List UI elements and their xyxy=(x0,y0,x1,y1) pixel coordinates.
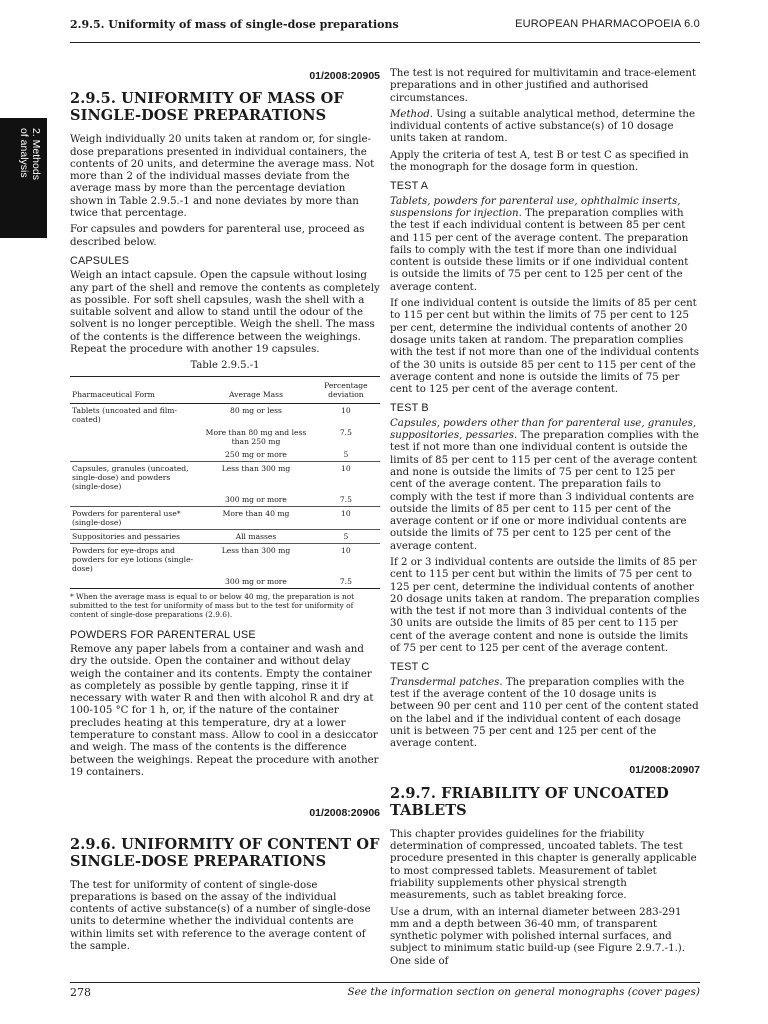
test-c-label: Transdermal patches xyxy=(390,676,500,688)
table-cell: 250 mg or more xyxy=(225,449,287,459)
method-label: Method xyxy=(390,108,430,120)
table-cell: Suppositories and pessaries xyxy=(70,529,200,543)
footer-note: See the information section on general monographs (cover pages) xyxy=(347,986,700,998)
table-caption: Table 2.9.5.-1 xyxy=(190,360,260,372)
paragraph: If 2 or 3 individual contents are outside the limits of 85 per cent to 115 per cent but within the limits of 75 per cent to 125 per cent, determine the individual contents of another 20 dosage units taken at random. The preparation complies with the test if not more than 3 individual contents of the 30 units are outside the limits of 85 per cent to 115 per cent of the average content and none is outside the limits of 75 per cent to 125 per cent of the average content. xyxy=(390,556,700,655)
table-cell: Powders for eye-drops and powders for eye lotions (single-dose) xyxy=(70,543,200,575)
test-a-text: . The preparation complies with the test if each individual content is between 85 per cent and 115 per cent of the average content. The preparation fails to comply with the test if more than one individual content is outside these limits or if one individual content is outside the limits of 75 per cent to 125 per cent of the average content. xyxy=(390,207,689,293)
table-cell: 10 xyxy=(312,506,380,529)
subheading-test-c: TEST C xyxy=(390,661,430,674)
table-cell: 300 mg or more xyxy=(200,575,312,589)
table-row xyxy=(70,506,380,529)
table-row xyxy=(70,529,380,543)
table-header-cell: Percentage deviation xyxy=(312,376,380,403)
table-cell: 7.5 xyxy=(339,427,352,437)
subheading-test-b: TEST B xyxy=(390,402,429,415)
table-header-cell: Pharmaceutical Form xyxy=(70,376,200,403)
table-cell: 7.5 xyxy=(339,494,352,504)
paragraph-method xyxy=(390,109,700,146)
table-cell: 10 xyxy=(312,543,380,575)
table-header-row xyxy=(70,376,380,403)
monograph-code: 01/2008:20906 xyxy=(309,807,380,820)
paragraph: If one individual content is outside the limits of 85 per cent to 115 per cent but within the limits of 75 per cent to 125 per cent, determine the individual contents of another 20 dosage units taken at random. The preparation complies with the test if not more than one of the individual contents of the 30 units is outside 85 per cent to 115 per cent of the average content and none is outside the limits of 75 per cent to 125 per cent of the average content. xyxy=(390,298,699,396)
table-row xyxy=(70,493,380,507)
table-row xyxy=(70,461,380,493)
header-divider xyxy=(70,42,700,43)
table-footnote: * When the average mass is equal to or below 40 mg, the preparation is not submitted to the test for uniformity of mass but to the test for uniformity of content of single-dose preparations (2.9.6). xyxy=(70,591,355,619)
section-heading-friability: 2.9.7. FRIABILITY OF UNCOATED TABLETS xyxy=(390,784,669,819)
table-header-cell: Average Mass xyxy=(200,376,312,403)
subheading-test-a: TEST A xyxy=(390,180,429,193)
paragraph: The test is not required for multivitamin and trace-element preparations and in other justified and authorised circumstances. xyxy=(390,68,696,104)
table-cell: 80 mg or less xyxy=(230,405,282,415)
table-cell: More than 40 mg xyxy=(200,506,312,529)
test-b-text: . The preparation complies with the test if not more than one individual content is outside the limits of 85 per cent to 115 per cent of the average content and none is outside the limits of 75 per cent to 125 per cent of the average content. The preparation fails to comply with the test if more than 3 individual contents are outside the limits of 85 per cent to 115 per cent of the average content or if one or more individual contents are outside the limits of 75 per cent to 125 per cent of the average content. xyxy=(390,430,699,552)
table-cell: 5 xyxy=(312,529,380,543)
table-cell: 10 xyxy=(341,405,351,415)
table-cell xyxy=(70,448,200,462)
section-side-tab xyxy=(0,118,47,238)
section-heading-uniformity-of-content: 2.9.6. UNIFORMITY OF CONTENT OF SINGLE-DOSE PREPARATIONS xyxy=(70,835,380,870)
paragraph: For capsules and powders for parenteral use, proceed as described below. xyxy=(70,224,365,248)
table-cell: 10 xyxy=(312,461,380,493)
paragraph-test-b xyxy=(390,418,700,553)
paragraph: This chapter provides guidelines for the friability determination of compressed, uncoated tablets. The test procedure presented in this chapter is generally applicable to most compressed tablets. Measurement of tablet friability supplements other physical strength measurements, such as tablet breaking force. xyxy=(390,828,697,902)
table-cell: All masses xyxy=(200,529,312,543)
table-cell xyxy=(70,575,200,589)
table-cell: 5 xyxy=(343,449,349,459)
left-column xyxy=(70,68,380,957)
monograph-code: 01/2008:20907 xyxy=(629,764,700,777)
section-heading-uniformity-of-mass: 2.9.5. UNIFORMITY OF MASS OF SINGLE-DOSE PREPARATIONS xyxy=(70,90,344,125)
table-cell: Powders for parenteral use* (single-dose) xyxy=(70,506,200,529)
table-row xyxy=(70,575,380,589)
side-tab-line1: 2. Methods xyxy=(30,128,42,180)
deviation-table xyxy=(70,376,380,589)
paragraph: Weigh an intact capsule. Open the capsule without losing any part of the shell and remove the contents as completely as possible. For soft shell capsules, wash the shell with a suitable solvent and allow to stand until the odour of the solvent is no longer perceptible. Weigh the shell. The mass of the contents is the difference between the weighings. Repeat the procedure with another 19 capsules. xyxy=(70,270,380,356)
table-cell xyxy=(70,493,200,507)
paragraph-test-c xyxy=(390,677,700,751)
table-cell: 300 mg or more xyxy=(225,494,287,504)
test-a-label: Tablets, powders for parenteral use, ophthalmic inserts, suspensions for injection xyxy=(390,195,681,219)
test-c-text: . The preparation complies with the test if the average content of the 10 dosage units is between 90 per cent and 110 per cent of the content stated on the label and if the individual content of each dosage unit is between 75 per cent and 125 per cent of the average content. xyxy=(390,676,699,750)
page-number: 278 xyxy=(70,986,91,999)
running-header-publication: EUROPEAN PHARMACOPOEIA 6.0 xyxy=(515,18,700,30)
table-row xyxy=(70,403,380,426)
table-row xyxy=(70,426,380,448)
paragraph: Weigh individually 20 units taken at random or, for single-dose preparations presented in individual containers, the contents of 20 units, and determine the average mass. Not more than 2 of the individual masses deviate from the average mass by more than the percentage deviation shown in Table 2.9.5.-1 and none deviates by more than twice that percentage. xyxy=(70,134,375,220)
paragraph: The test for uniformity of content of single-dose preparations is based on the assay of the individual contents of active substance(s) of a number of single-dose units to determine whether the individual contents are within limits set with reference to the average content of the sample. xyxy=(70,879,371,952)
method-text: . Using a suitable analytical method, determine the individual contents of active substance(s) of 10 dosage units taken at random. xyxy=(390,108,696,145)
table-row xyxy=(70,543,380,575)
running-header-title: 2.9.5. Uniformity of mass of single-dose preparations xyxy=(70,18,399,31)
table-cell: Less than 300 mg xyxy=(200,461,312,493)
subheading-powders-parenteral: POWDERS FOR PARENTERAL USE xyxy=(70,628,256,641)
table-row xyxy=(70,448,380,462)
paragraph-test-a xyxy=(390,196,700,294)
subheading-capsules: CAPSULES xyxy=(70,254,130,267)
monograph-code: 01/2008:20905 xyxy=(309,70,380,82)
test-b-label: Capsules, powders other than for parenteral use, granules, suppositories, pessaries xyxy=(390,417,697,442)
table-cell: 7.5 xyxy=(312,575,380,589)
footer-divider xyxy=(70,982,700,983)
table-cell: Capsules, granules (uncoated, single-dose) and powders (single-dose) xyxy=(70,461,200,493)
side-tab-line2: of analysis xyxy=(18,128,30,178)
table-cell xyxy=(70,426,200,448)
paragraph: Remove any paper labels from a container and wash and dry the outside. Open the container and without delay weigh the container and its contents. Empty the container as completely as possible by gentle tapping, rinse it if necessary with water R and then with alcohol R and dry at 100-105 °C for 1 h, or, if the nature of the container precludes heating at this temperature, dry at a lower temperature to constant mass. Allow to cool in a desiccator and weigh. The mass of the contents is the difference between the weighings. Repeat the procedure with another 19 containers. xyxy=(70,643,379,778)
right-column xyxy=(390,68,700,972)
table-cell: More than 80 mg and less than 250 mg xyxy=(205,427,307,446)
table-cell: Less than 300 mg xyxy=(200,543,312,575)
paragraph: Use a drum, with an internal diameter between 283-291 mm and a depth between 36-40 mm, of transparent synthetic polymer with polished internal surfaces, and subject to minimum static build-up (see Figure 2.9.7.-1.). One side of xyxy=(390,906,686,967)
table-cell: Tablets (uncoated and film-coated) xyxy=(72,405,178,424)
paragraph: Apply the criteria of test A, test B or test C as specified in the monograph for the dosage form in question. xyxy=(390,149,689,174)
